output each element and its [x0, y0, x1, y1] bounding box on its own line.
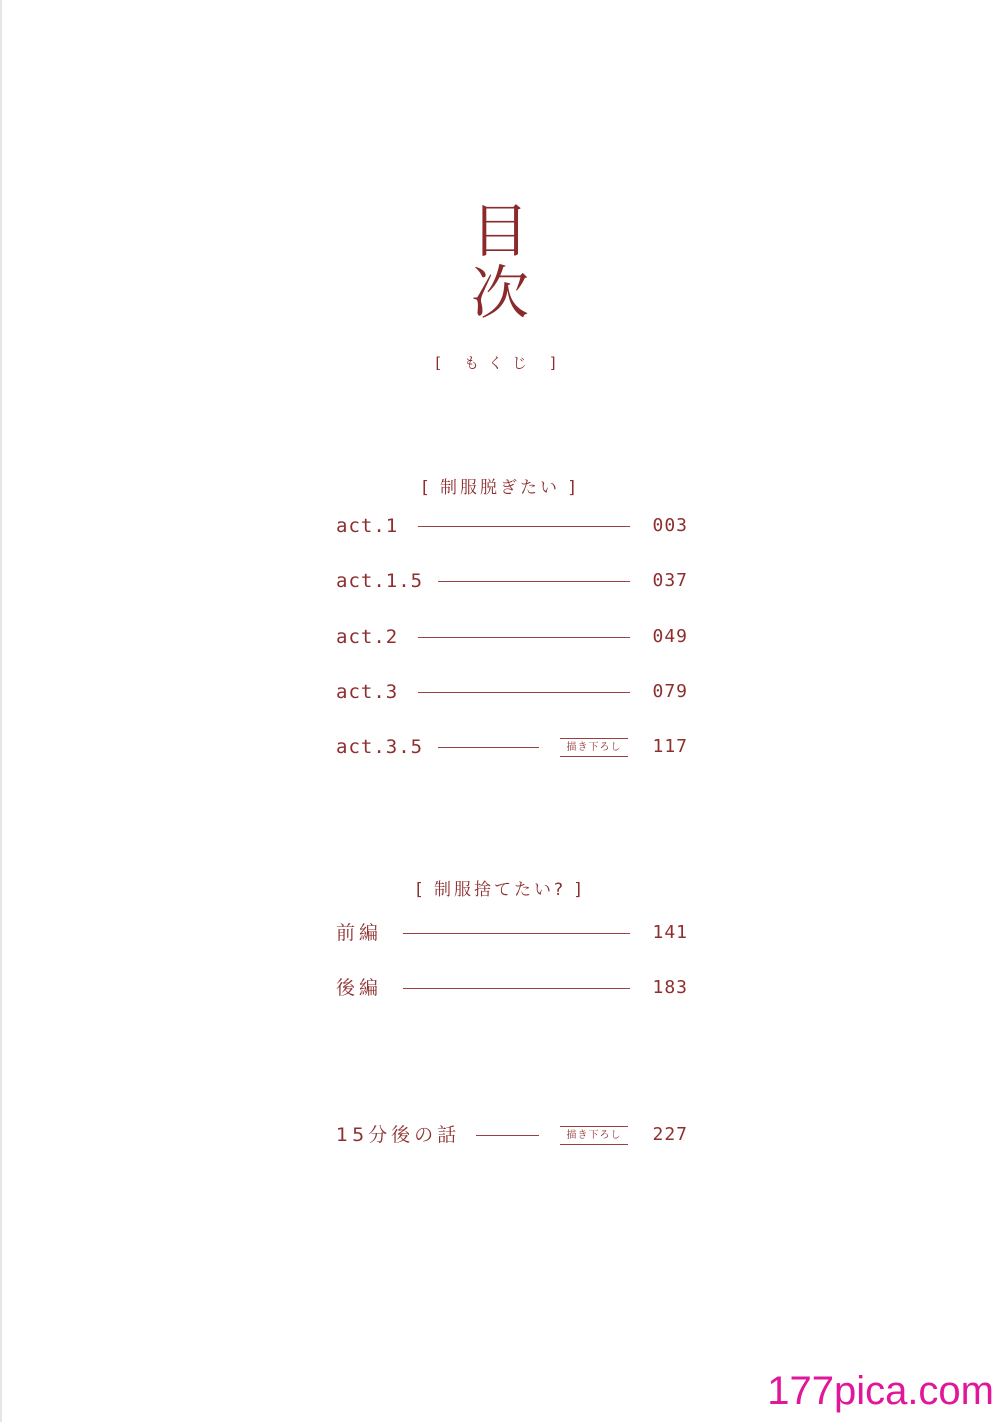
- leader-line: [476, 1135, 539, 1136]
- entry-page-number: 227: [652, 1124, 688, 1145]
- leader-line: [403, 933, 630, 934]
- toc-entry[interactable]: [336, 679, 688, 705]
- entry-page-number: 003: [652, 515, 688, 536]
- toc-entry[interactable]: [336, 513, 688, 539]
- entry-label: act.1.5: [336, 570, 424, 592]
- leader-line: [418, 637, 630, 638]
- entry-label: act.1: [336, 515, 399, 537]
- entry-page-number: 141: [652, 922, 688, 943]
- toc-entry[interactable]: [336, 975, 688, 1001]
- new-content-badge: 描き下ろし: [560, 738, 628, 757]
- entry-label: act.3: [336, 681, 399, 703]
- toc-entry[interactable]: [336, 568, 688, 594]
- entry-page-number: 049: [652, 626, 688, 647]
- leader-line: [438, 747, 539, 748]
- entry-label: 前編: [336, 922, 383, 944]
- title-char-1: 目: [470, 197, 529, 265]
- entry-page-number: 079: [652, 681, 688, 702]
- toc-entry[interactable]: [336, 920, 688, 946]
- leader-line: [438, 581, 630, 582]
- title-reading: [ もくじ ]: [435, 354, 565, 372]
- entry-label: act.2: [336, 626, 399, 648]
- leader-line: [403, 988, 630, 989]
- section-heading-1: [ 制服脱ぎたい ]: [421, 478, 579, 498]
- new-content-badge: 描き下ろし: [560, 1126, 628, 1145]
- entry-label: 後編: [336, 977, 383, 999]
- entry-label: act.3.5: [336, 736, 424, 758]
- toc-entry[interactable]: [336, 1122, 688, 1148]
- leader-line: [418, 692, 630, 693]
- title-char-2: 次: [470, 259, 529, 327]
- toc-title: [0, 197, 1000, 327]
- toc-entry[interactable]: [336, 624, 688, 650]
- section-heading-2: [ 制服捨てたい? ]: [415, 880, 585, 900]
- entry-page-number: 037: [652, 570, 688, 591]
- entry-page-number: 183: [652, 977, 688, 998]
- leader-line: [418, 526, 630, 527]
- entry-label: 15分後の話: [336, 1124, 461, 1146]
- toc-entry[interactable]: [336, 734, 688, 760]
- entry-page-number: 117: [652, 736, 688, 757]
- site-watermark: 177pica.com: [767, 1369, 994, 1413]
